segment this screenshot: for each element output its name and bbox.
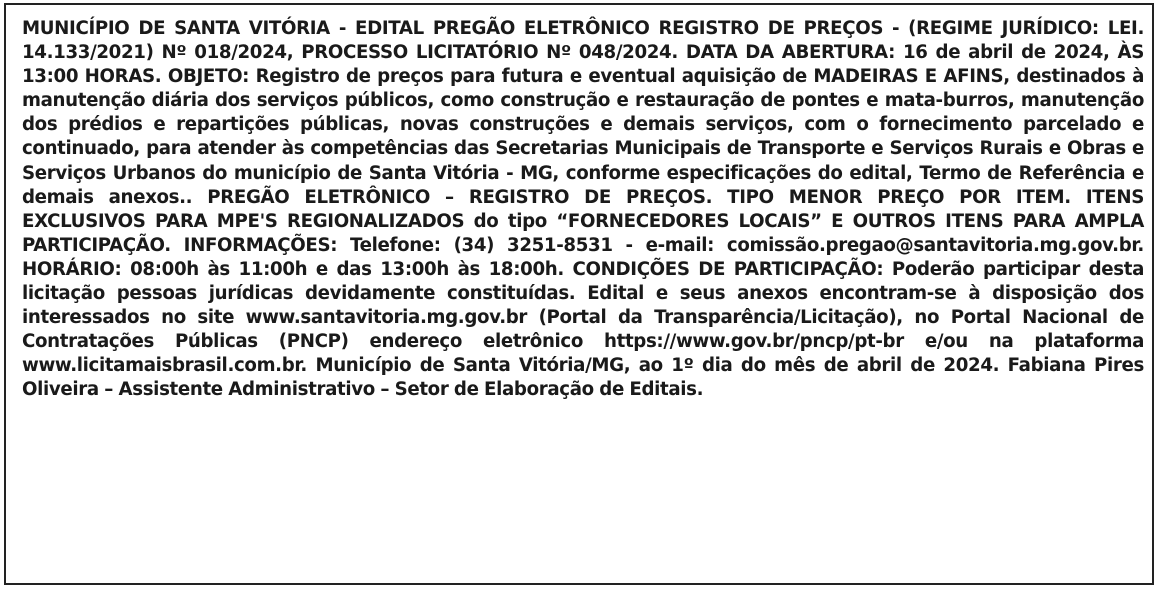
notice-body-text: MUNICÍPIO DE SANTA VITÓRIA - EDITAL PREGÃO ELETRÔNICO REGISTRO DE PREÇOS - (REGIME JURÍDICO: LEI. 14.133/2021) Nº 018/2024, PROCESSO LICITATÓRIO Nº 048/2024. DATA DA ABERTURA: 16 de abril de 2024, ÀS 13:00 HORAS. OBJETO: Registro de preços para futura e eventual aquisição de MADEIRAS E AFINS, destinados à manutenção diária dos serviços públicos, como construção e restauração de pontes e mata-burros, manutenção dos prédios e repartições públicas, novas construções e demais serviços, com o fornecimento parcelado e continuado, para atender às competências das Secretarias Municipais de Transporte e Serviços Rurais e Obras e Serviços Urbanos do município de Santa Vitória - MG, conforme especificações do edital, Termo de Referência e demais anexos.. PREGÃO ELETRÔNICO – REGISTRO DE PREÇOS. TIPO MENOR PREÇO POR ITEM. ITENS EXCLUSIVOS PARA MPE'S REGIONALIZADOS do tipo “FORNECEDORES LOCAIS” E OUTROS ITENS PARA AMPLA PARTICIPAÇÃO. INFORMAÇÕES: Telefone: (34) 3251-8531 - e-mail: comissão.pregao@santavitoria.mg.gov.br. HORÁRIO: 08:00h às 11:00h e das 13:00h às 18:00h. CONDIÇÕES DE PARTICIPAÇÃO: Poderão participar desta licitação pessoas jurídicas devidamente constituídas. Edital e seus anexos encontram-se à disposição dos interessados no site www.santavitoria.mg.gov.br (Portal da Transparência/Licitação), no Portal Nacional de Contratações Públicas (PNCP) endereço eletrônico https://www.gov.br/pncp/pt-br e/ou na plataforma www.licitamaisbrasil.com.br. Município de Santa Vitória/MG, ao 1º dia do mês de abril de 2024. Fabiana Pires Oliveira – Assistente Administrativo – Setor de Elaboração de Editais. <box>22 18 1144 401</box>
notice-box <box>4 3 1154 585</box>
